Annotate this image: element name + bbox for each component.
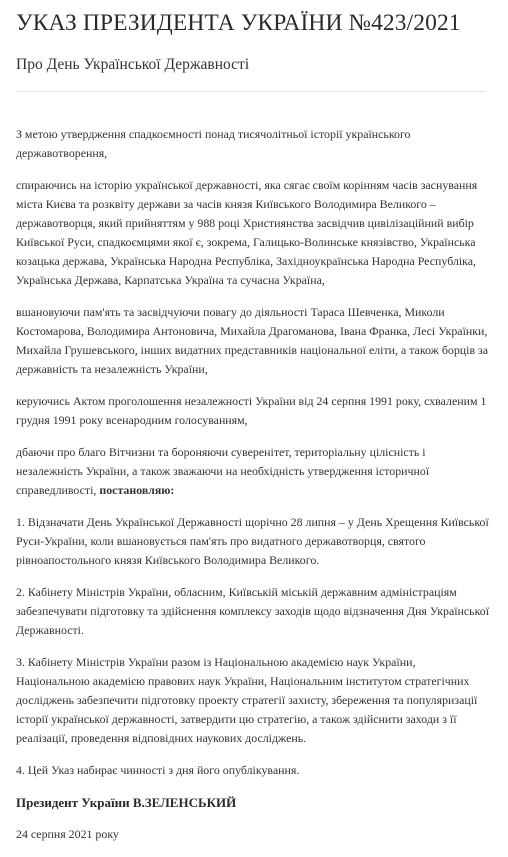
preamble-paragraph-5 [16,443,492,500]
decree-item-1: 1. Відзначати День Української Державності щорічно 28 липня – у День Хрещення Київської Руси-України, коли вшановується пам'ять про видатного державотворця, святого рівноапостольного князя Київського Володимира Великого. [16,515,489,567]
preamble-paragraph-3: вшановуючи пам'ять та засвідчуючи повагу до діяльності Тараса Шевченка, Миколи Костомарова, Володимира Антоновича, Михайла Драгоманова, Івана Франка, Лесі Українки, Михайла Грушевського, інших видатних представників національної еліти, а також борців за державність та незалежність України, [16,305,489,376]
header-divider [16,91,486,92]
preamble-paragraph-4: керуючись Актом проголошення незалежності України від 24 серпня 1991 року, схваленим 1 грудня 1991 року всенародним голосуванням, [16,394,487,427]
decree-item-2: 2. Кабінету Міністрів України, обласним, Київській міській державним адміністраціям забезпечувати підготовку та здійснення комплексу заходів щодо відзначення Дня Української Державності. [16,585,490,637]
resolution-word: постановляю: [99,483,175,497]
page-title: УКАЗ ПРЕЗИДЕНТА УКРАЇНИ №423/2021 [16,10,461,36]
decree-date: 24 серпня 2021 року [16,827,119,841]
page-subtitle: Про День Української Державності [16,56,250,73]
signature: Президент України В.ЗЕЛЕНСЬКИЙ [16,795,237,810]
decree-item-4: 4. Цей Указ набирає чинності з дня його опублікування. [16,763,300,777]
decree-body [16,125,492,857]
preamble-paragraph-2: спираючись на історію української державності, яка сягає своїм корінням часів заснування міста Києва та розквіту держави за часів князя Київського Володимира Великого – державотворця, який прийняттям у 988 році Християнства засвідчив цивілізаційний вибір Київської Руси, спадкоємцями якої є, зокрема, Галицько-Волинське князівство, Українська козацька держава, Українська Народна Республіка, Західноукраїнська Народна Республіка, Українська Держава, Карпатська Україна та сучасна Україна, [16,178,478,287]
preamble-paragraph-1: З метою утвердження спадкоємності понад тисячолітньої історії українського державотворення, [16,127,411,160]
decree-item-3: 3. Кабінету Міністрів України разом із Національною академією наук України, Національною академією правових наук України, Національним інститутом стратегічних досліджень забезпечити підготовку проекту стратегії захисту, збереження та популяризації історії української державності, затвердити цю стратегію, а також здійснити заходи з її реалізації, проведення відповідних наукових досліджень. [16,655,478,745]
preamble-paragraph-5-text: дбаючи про благо Вітчизни та бороняючи суверенітет, територіальну цілісність і незалежність України, а також зважаючи на необхідність утвердження історичної справедливості, [16,445,430,497]
